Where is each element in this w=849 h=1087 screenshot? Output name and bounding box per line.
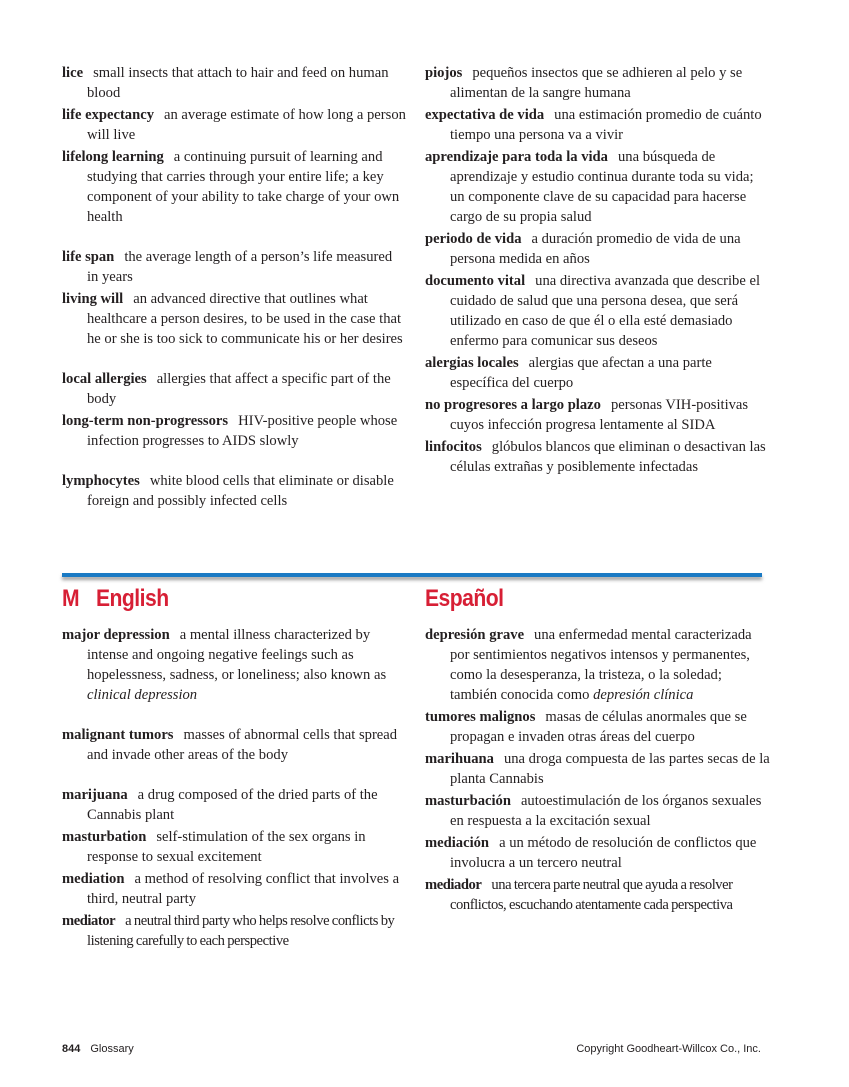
glossary-entry (425, 707, 770, 747)
glossary-entry (425, 791, 770, 831)
entry-term: depresión grave (425, 627, 525, 643)
entry-definition: a duración promedio de vida de una persona medida en años (450, 231, 741, 267)
entry-definition: a neutral third party who helps resolve conflicts by listening carefully to each perspective (87, 913, 395, 949)
entry-definition: HIV-positive people whose infection progresses to AIDS slowly (87, 413, 398, 449)
glossary-entry (425, 353, 770, 393)
glossary-entry (425, 625, 770, 705)
entry-definition: the average length of a person’s life measured in years (87, 249, 393, 285)
entry-definition: glóbulos blancos que eliminan o desactivan las células extrañas y posiblemente infectadas (450, 439, 766, 475)
entry-term: local allergies (62, 371, 147, 387)
glossary-entry (62, 785, 407, 825)
entry-term: life span (62, 249, 115, 265)
entry-term: linfocitos (425, 439, 482, 455)
glossary-entry (425, 63, 770, 103)
glossary-entry (62, 411, 407, 451)
glossary-entry (425, 395, 770, 435)
glossary-entry (62, 869, 407, 909)
entry-term: mediador (425, 877, 482, 893)
glossary-entry (425, 229, 770, 269)
entry-term: marijuana (62, 787, 128, 803)
entry-term: masturbation (62, 829, 147, 845)
entry-term: lymphocytes (62, 473, 140, 489)
glossary-entry (425, 833, 770, 873)
entry-term: malignant tumors (62, 727, 174, 743)
section-divider (62, 573, 762, 577)
entry-definition: una tercera parte neutral que ayuda a resolver conflictos, escuchando atentamente cada perspectiva (450, 877, 733, 913)
entry-definition: allergies that affect a specific part of the body (87, 371, 391, 407)
entry-term: expectativa de vida (425, 107, 545, 123)
entry-definition: a continuing pursuit of learning and studying that carries through your entire life; a key component of your ability to take charge of your own health (87, 149, 400, 225)
entry-term: aprendizaje para toda la vida (425, 149, 608, 165)
glossary-entry (62, 625, 407, 705)
entry-term: tumores malignos (425, 709, 536, 725)
entry-definition: una directiva avanzada que describe el cuidado de salud que una persona desea, que será utilizado en caso de que él o ella esté demasiado enfermo para comunicar sus deseos (450, 273, 761, 349)
glossary-entry (425, 749, 770, 789)
glossary-entry (62, 289, 407, 349)
entry-definition: an average estimate of how long a person will live (87, 107, 406, 143)
glossary-entry (62, 147, 407, 227)
copyright-notice: Copyright Goodheart-Willcox Co., Inc. (576, 1043, 761, 1055)
entry-term: masturbación (425, 793, 511, 809)
glossary-entry (62, 247, 407, 287)
page-footer-left (62, 1043, 134, 1055)
entry-definition: autoestimulación de los órganos sexuales en respuesta a la excitación sexual (450, 793, 762, 829)
entry-term: no progresores a largo plazo (425, 397, 601, 413)
page-number: 844 (62, 1043, 81, 1055)
entry-definition: small insects that attach to hair and feed on human blood (87, 65, 389, 101)
entry-definition: a method of resolving conflict that involves a third, neutral party (87, 871, 400, 907)
spanish-heading: Español (425, 585, 504, 612)
entry-definition: white blood cells that eliminate or disable foreign and possibly infected cells (87, 473, 394, 509)
l-spanish-column (425, 63, 770, 479)
glossary-entry (62, 369, 407, 409)
entry-definition: a drug composed of the dried parts of the Cannabis plant (87, 787, 378, 823)
m-spanish-column (425, 625, 770, 917)
section-letter: M (62, 585, 80, 612)
entry-definition: self-stimulation of the sex organs in response to sexual excitement (87, 829, 366, 865)
entry-term: mediation (62, 871, 125, 887)
entry-term: lice (62, 65, 84, 81)
entry-term: mediator (62, 913, 116, 929)
entry-definition: personas VIH-positivas cuyos infección progresa lentamente al SIDA (450, 397, 749, 433)
glossary-entry (425, 875, 770, 915)
glossary-entry (62, 471, 407, 511)
glossary-entry (62, 911, 407, 951)
l-english-column (62, 63, 407, 513)
entry-definition: una búsqueda de aprendizaje y estudio continua durante toda su vida; un componente clave de su capacidad para hacerse cargo de su propia salud (450, 149, 754, 225)
entry-term: life expectancy (62, 107, 154, 123)
entry-term: alergias locales (425, 355, 519, 371)
english-heading: English (96, 585, 169, 612)
entry-term: long-term non-progressors (62, 413, 229, 429)
entry-term: lifelong learning (62, 149, 164, 165)
glossary-entry (425, 271, 770, 351)
entry-definition-italic: clinical depression (87, 687, 198, 703)
entry-definition-italic: depresión clínica (593, 687, 694, 703)
glossary-entry (425, 105, 770, 145)
entry-definition: una estimación promedio de cuánto tiempo una persona va a vivir (450, 107, 762, 143)
entry-definition: a mental illness characterized by intense and ongoing negative feelings such as hopelessness, sadness, or loneliness; also known as (87, 627, 387, 683)
entry-definition: alergias que afectan a una parte específica del cuerpo (450, 355, 712, 391)
entry-term: piojos (425, 65, 463, 81)
entry-definition: una droga compuesta de las partes secas de la planta Cannabis (450, 751, 770, 787)
entry-term: mediación (425, 835, 490, 851)
m-english-column (62, 625, 407, 953)
entry-definition: an advanced directive that outlines what healthcare a person desires, to be used in the case that he or she is too sick to communicate his or her desires (87, 291, 403, 347)
glossary-entry (62, 63, 407, 103)
glossary-entry (425, 147, 770, 227)
entry-definition: a un método de resolución de conflictos que involucra a un tercero neutral (450, 835, 757, 871)
entry-term: living will (62, 291, 124, 307)
entry-term: periodo de vida (425, 231, 522, 247)
glossary-entry (62, 827, 407, 867)
entry-term: major depression (62, 627, 170, 643)
entry-definition: una enfermedad mental caracterizada por sentimientos negativos intensos y permanentes, como la desesperanza, la tristeza, o la soledad; también conocida como (450, 627, 752, 703)
entry-definition: pequeños insectos que se adhieren al pelo y se alimentan de la sangre humana (450, 65, 743, 101)
footer-section-label: Glossary (90, 1043, 134, 1055)
glossary-entry (425, 437, 770, 477)
entry-term: documento vital (425, 273, 526, 289)
entry-term: marihuana (425, 751, 494, 767)
entry-definition: masas de células anormales que se propagan e invaden otras áreas del cuerpo (450, 709, 747, 745)
glossary-entry (62, 105, 407, 145)
entry-definition: masses of abnormal cells that spread and invade other areas of the body (87, 727, 398, 763)
glossary-entry (62, 725, 407, 765)
